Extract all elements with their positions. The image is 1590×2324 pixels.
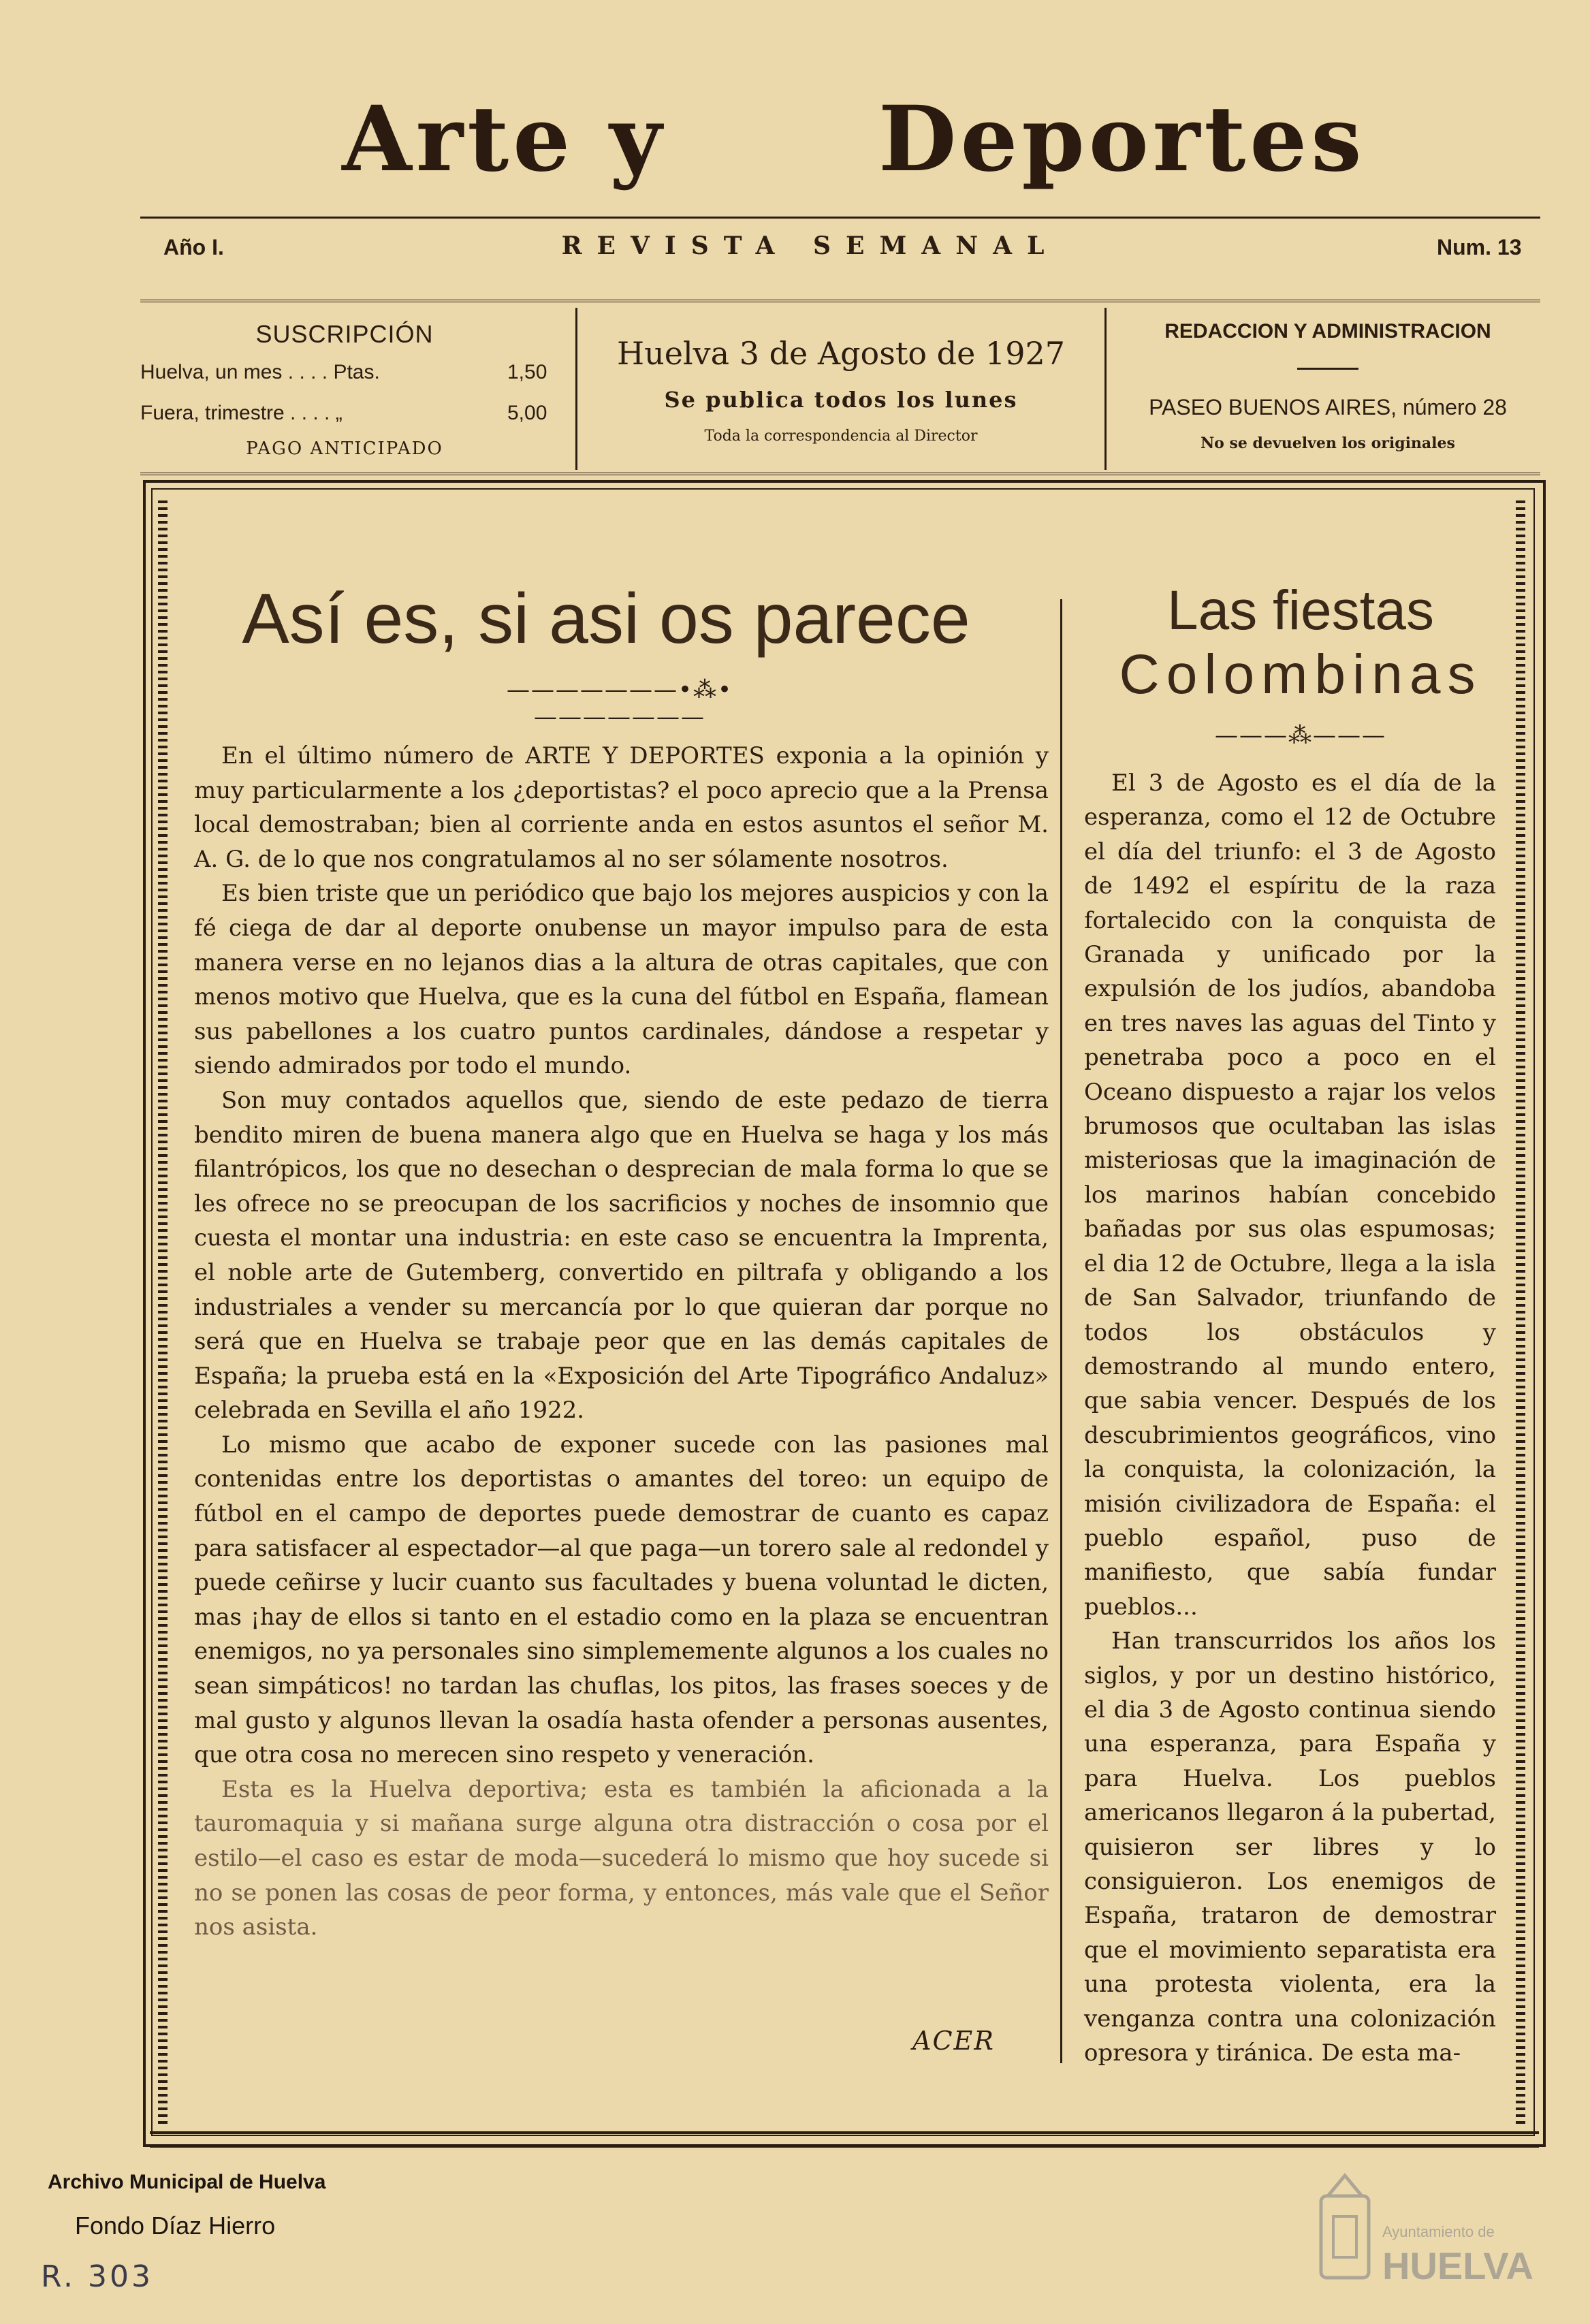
article-left-paragraph: Lo mismo que acabo de exponer sucede con las pasiones mal contenidas entre los deportistas o amantes del toreo: un equipo de fútbol en el campo de deportes puede demostrar de cuanto es capaz para satisfacer al espectador—al que paga—un torero sale al redondel y puede ceñirse y lucir cuanto sus facultades y buena voluntad le dicten, mas ¡hay de ellos si tanto en el estadio como en la plaza se encuentran enemigos, no ya personales sino simplememente algunos a los cuales no sean simpáticos! no tardan las chuflas, los pitos, las frases soeces y de mal gusto y algunos llevan la osadía hasta ofender a personas ausentes, que otra cosa no merecen sino respeto y veneración.: [194, 1431, 1049, 1769]
archive-stamp-line2: Fondo Díaz Hierro: [75, 2212, 276, 2240]
article-left-ornament: ———————•⁂•———————: [506, 676, 733, 731]
redaction-note: No se devuelven los originales: [1201, 434, 1455, 452]
masthead-title-part2: Deportes: [878, 86, 1366, 192]
subscription-line1-label: Huelva, un mes . . . . Ptas.: [140, 361, 380, 383]
article-right-title: [1076, 579, 1525, 707]
redaction-address: PASEO BUENOS AIRES, número 28: [1149, 395, 1507, 419]
article-right-title-line1: Las fiestas: [1167, 579, 1434, 641]
bottom-rules: [150, 2131, 1539, 2148]
year-label: Año I.: [163, 235, 224, 259]
subscription-heading: SUSCRIPCIÓN: [255, 320, 434, 348]
redaction-heading: REDACCION Y ADMINISTRACION: [1164, 320, 1491, 343]
archive-reference: R. 303: [41, 2259, 153, 2294]
issue-number: Num. 13: [1437, 235, 1522, 259]
header-separator-right: [1104, 308, 1107, 470]
archive-stamp-line1: Archivo Municipal de Huelva: [48, 2171, 326, 2193]
article-right-body: [1084, 766, 1496, 2070]
article-left-paragraph: Son muy contados aquellos que, siendo de este pedazo de tierra bendito miren de buena manera algo que en Huelva se haga y los más filantrópicos, los que no desechan o desprecian de mala forma lo que se les ofrece no se preocupan de los sacrificios y noches de insomnio que cuesta el montar una industria: en este caso se encuentra la Imprenta, el noble arte de Gutemberg, convertido en piltrafa y obligando a los industriales a vender su mercancía por lo que quieran dar porque no será que en Huelva se trabaje peor que en las demás capitales de España; la prueba está en la «Exposición del Arte Tipográfico Andaluz» celebrada en Sevilla el año 1922.: [194, 1086, 1049, 1424]
masthead-rule: [140, 217, 1540, 219]
seal-subtext: Ayuntamiento de: [1382, 2223, 1495, 2240]
article-right-paragraph: Han transcurridos los años los siglos, y por un destino histórico, el dia 3 de Agosto continua siendo una esperanza, para España y para Huelva. Los pueblos americanos llegaron á la pubertad, quisieron ser libres y lo consiguieron. Los enemigos de España, trataron de demostrar que el movimiento separatista era una protesta violenta, era la venganza contra una colonización opresora y tiránica. De esta ma-: [1084, 1627, 1496, 2067]
masthead-title-part1: Arte y: [342, 86, 666, 192]
seal-text: HUELVA: [1382, 2244, 1533, 2287]
redaction-divider: [1297, 368, 1358, 370]
subtitle: REVISTA SEMANAL: [561, 232, 1060, 260]
subscription-line2-label: Fuera, trimestre . . . . „: [140, 402, 343, 424]
article-left-title: Así es, si asi os parece: [242, 579, 970, 658]
frame-border-dots-left: [158, 500, 168, 2128]
article-right-title-line2: Colombinas: [1119, 643, 1482, 705]
municipal-seal-watermark: [1314, 2169, 1533, 2312]
masthead-title: [143, 86, 1366, 192]
subscription-line1-price: 1,50: [507, 361, 547, 383]
dateline-correspondence: Toda la correspondencia al Director: [704, 428, 978, 445]
frame-border-dots-right: [1516, 500, 1525, 2128]
article-right-ornament: ———⁂———: [1215, 722, 1386, 749]
subscription-line2-price: 5,00: [507, 402, 547, 424]
column-separator: [1060, 599, 1062, 2063]
article-left-paragraph: Esta es la Huelva deportiva; esta es también la aficionada a la tauromaquia y si mañana surge alguna otra distracción o cosa por el estilo—el caso es estar de moda—sucederá lo mismo que hoy sucede si no se ponen las cosas de peor forma, y entonces, más vale que el Señor nos asista.: [194, 1775, 1049, 1941]
dateline-date: Huelva 3 de Agosto de 1927: [616, 335, 1065, 372]
article-left-paragraph: Es bien triste que un periódico que bajo los mejores auspicios y con la fé ciega de dar al deporte onubense un mayor impulso para de esta manera verse en no lejanos dias a la altura de otras capitales, que con menos motivo que Huelva, que es la cuna del fútbol en España, flamean sus pabellones a los cuatro puntos cardinales, dándose a respetar y siendo admirados por todo el mundo.: [194, 880, 1049, 1080]
article-left-signature: ACER: [912, 2026, 995, 2056]
header-separator-left: [575, 308, 577, 470]
article-left-body: [194, 739, 1049, 1945]
dateline-frequency: Se publica todos los lunes: [664, 387, 1018, 413]
article-right-paragraph: El 3 de Agosto es el día de la esperanza, como el 12 de Octubre el día del triunfo: el 3 de Agosto de 1492 el espíritu de la raza fortalecido con la conquista de Granada y unificado por la expulsión de los judíos, abandoba en tres naves las aguas del Tinto y penetraba poco a poco en el Oceano dispuesto a rajar los velos brumosos que ocultaban las islas misteriosas que la imaginación de los marinos habían concebido bañadas por sus olas espumosas; el dia 12 de Octubre, llega a la isla de San Salvador, triunfando de todos los obstáculos y demostrando al mundo entero, que sabia vencer. Después de los descubrimientos geográficos, vino la conquista, la colonización, la misión civilizadora de España: el pueblo español, puso de manifiesto, que sabía fundar pueblos...: [1084, 769, 1496, 1621]
article-left-paragraph: En el último número de ARTE Y DEPORTES exponia a la opinión y muy particularmente a los ¿deportistas? el poco aprecio que a la Prensa local demostraban; bien al corriente anda en estos asuntos el señor M. A. G. de lo que nos congratulamos al no ser sólamente nosotros.: [194, 742, 1049, 873]
subscription-payment: PAGO ANTICIPADO: [246, 439, 443, 459]
